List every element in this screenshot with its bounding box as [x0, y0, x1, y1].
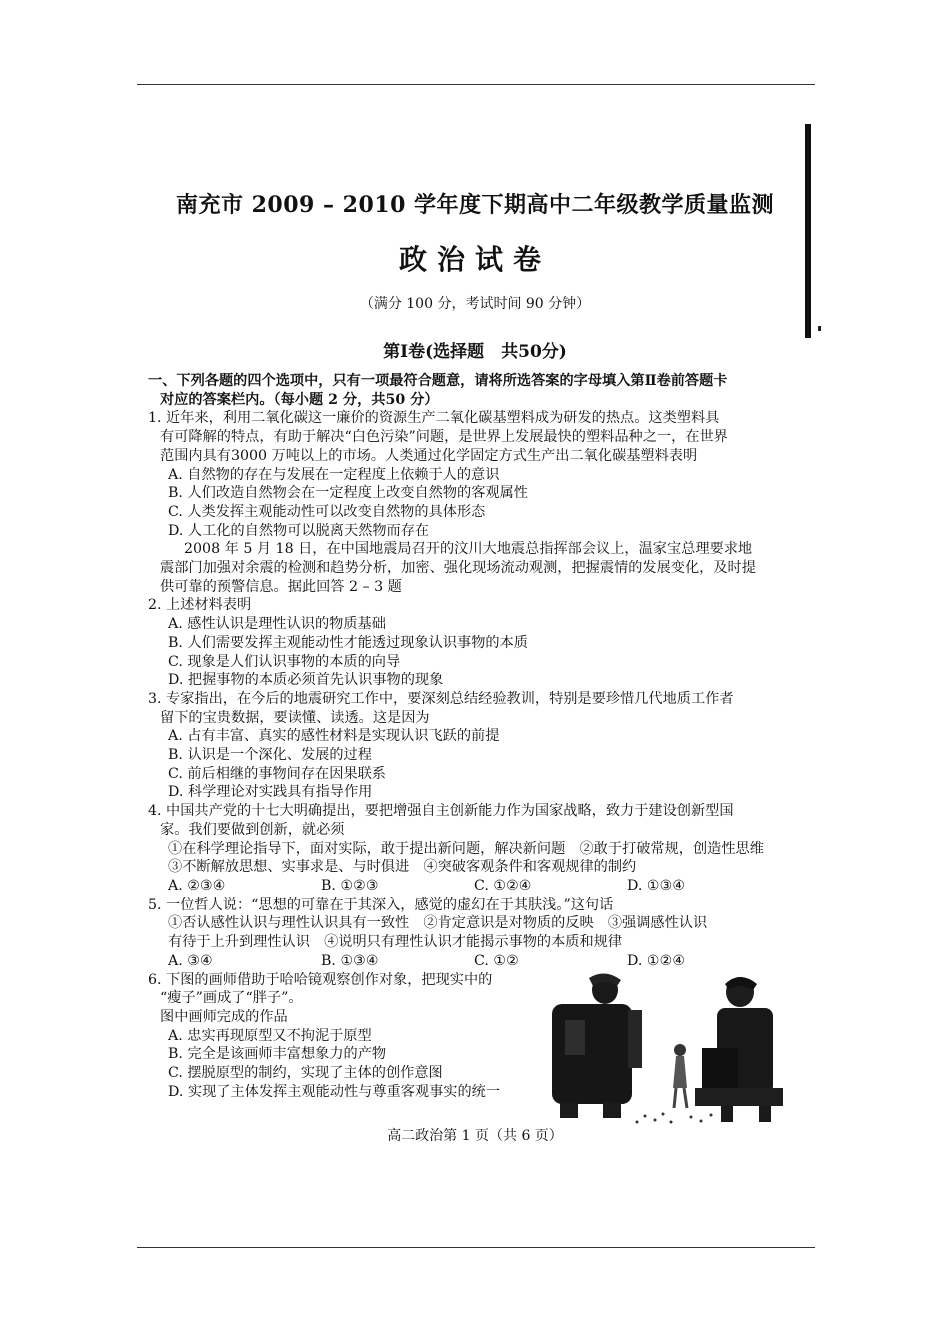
q5-stem: 5. 一位哲人说：“思想的可靠在于其深入，感觉的虚幻在于其肤浅。”这句话 — [148, 896, 614, 913]
instructions-line-1: 一、下列各题的四个选项中，只有一项最符合题意，请将所选答案的字母填入第Ⅱ卷前答题卡 — [148, 373, 728, 389]
q3-stem-2: 留下的宝贵数据，要读懂、读透。这是因为 — [160, 709, 430, 726]
material-line-2: 震部门加强对余震的检测和趋势分析，加密、强化现场流动观测，把握震情的发展变化，及时提 — [160, 560, 756, 577]
q4-item-1: ①在科学理论指导下，面对实际，敢于提出新问题，解决新问题 ②敢于打破常规，创造性思维 — [168, 840, 764, 857]
q2-option-b: B. 人们需要发挥主观能动性才能透过现象认识事物的本质 — [168, 634, 528, 651]
q2-stem: 2. 上述材料表明 — [148, 597, 252, 614]
q3-option-d: D. 科学理论对实践具有指导作用 — [168, 784, 373, 801]
q1-option-d: D. 人工化的自然物可以脱离天然物而存在 — [168, 522, 430, 539]
q6-stem-1: 6. 下图的画师借助于哈哈镜观察创作对象，把现实中的 — [148, 971, 493, 988]
q1-stem-2: 有可降解的特点，有助于解决“白色污染”问题，是世界上发展最快的塑料品种之一，在世界 — [160, 429, 728, 446]
q6-option-d: D. 实现了主体发挥主观能动性与尊重客观事实的统一 — [168, 1083, 501, 1100]
q4-option-b: B. ①②③ — [321, 877, 379, 894]
q2-option-c: C. 现象是人们认识事物的本质的向导 — [168, 653, 401, 670]
q6-option-a: A. 忠实再现原型又不拘泥于原型 — [168, 1027, 372, 1044]
q1-option-b: B. 人们改造自然物会在一定程度上改变自然物的客观属性 — [168, 485, 528, 502]
q1-option-a: A. 自然物的存在与发展在一定程度上依赖于人的意识 — [168, 466, 500, 483]
q6-option-b: B. 完全是该画师丰富想象力的产物 — [168, 1046, 387, 1063]
q6-stem-2: “瘦子”画成了“胖子”。 — [160, 990, 303, 1007]
q6-stem-3: 图中画师完成的作品 — [160, 1008, 288, 1025]
q5-item-1: ①否认感性认识与理性认识具有一致性 ②肯定意识是对物质的反映 ③强调感性认识 — [168, 915, 708, 932]
q5-option-b: B. ①③④ — [321, 952, 379, 969]
q4-stem-2: 家。我们要做到创新，就必须 — [160, 821, 345, 838]
q4-option-d: D. ①③④ — [627, 877, 686, 894]
q6-option-c: C. 摆脱原型的制约，实现了主体的创作意图 — [168, 1065, 443, 1082]
top-rule — [137, 84, 815, 85]
q4-option-c: C. ①②④ — [474, 877, 532, 894]
q5-option-a: A. ③④ — [168, 952, 213, 969]
scan-speck — [818, 326, 821, 331]
q3-option-b: B. 认识是一个深化、发展的过程 — [168, 747, 372, 764]
q1-stem-3: 范围内具有3000 万吨以上的市场。人类通过化学固定方式生产出二氧化碳基塑料表明 — [160, 447, 698, 464]
q5-item-2: 有待于上升到理性认识 ④说明只有理性认识才能揭示事物的本质和规律 — [168, 934, 623, 951]
q5-option-c: C. ①② — [474, 952, 519, 969]
bottom-rule — [137, 1247, 815, 1248]
q4-option-a: A. ②③④ — [168, 877, 226, 894]
section-heading: 第Ⅰ卷(选择题 共50分) — [383, 342, 567, 362]
q3-stem-1: 3. 专家指出，在今后的地震研究工作中，要深刻总结经验教训，特别是要珍惜几代地质工作者 — [148, 690, 734, 707]
page-footer: 高二政治第 1 页（共 6 页） — [387, 1128, 563, 1144]
q4-options — [148, 877, 790, 896]
subject-title: 政治试卷 — [398, 243, 551, 276]
q2-option-a: A. 感性认识是理性认识的物质基础 — [168, 616, 386, 633]
exam-note: （满分 100 分，考试时间 90 分钟） — [359, 296, 591, 312]
q3-option-c: C. 前后相继的事物间存在因果联系 — [168, 765, 386, 782]
q1-option-c: C. 人类发挥主观能动性可以改变自然物的具体形态 — [168, 503, 486, 520]
q4-item-2: ③不断解放思想、实事求是、与时俱进 ④突破客观条件和客观规律的制约 — [168, 859, 637, 876]
instructions-line-2: 对应的答案栏内。（每小题 2 分，共50 分） — [160, 391, 439, 408]
material-line-1: 2008 年 5 月 18 日，在中国地震局召开的汶川大地震总指挥部会议上，温家宝总理要求地 — [184, 541, 753, 558]
material-line-3: 供可靠的预警信息。据此回答 2 – 3 题 — [160, 578, 402, 595]
funhouse-mirror-illustration — [545, 970, 787, 1128]
q1-stem-1: 1. 近年来，利用二氧化碳这一廉价的资源生产二氧化碳基塑料成为研发的热点。这类塑料具 — [148, 410, 720, 427]
q5-option-d: D. ①②④ — [627, 952, 686, 969]
exam-title: 南充市 2009 – 2010 学年度下期高中二年级教学质量监测 — [175, 192, 775, 218]
q4-stem-1: 4. 中国共产党的十七大明确提出，要把增强自主创新能力作为国家战略，致力于建设创新型国 — [148, 803, 734, 820]
q5-options — [148, 952, 790, 971]
q3-option-a: A. 占有丰富、真实的感性材料是实现认识飞跃的前提 — [168, 728, 500, 745]
q2-option-d: D. 把握事物的本质必须首先认识事物的现象 — [168, 672, 444, 689]
